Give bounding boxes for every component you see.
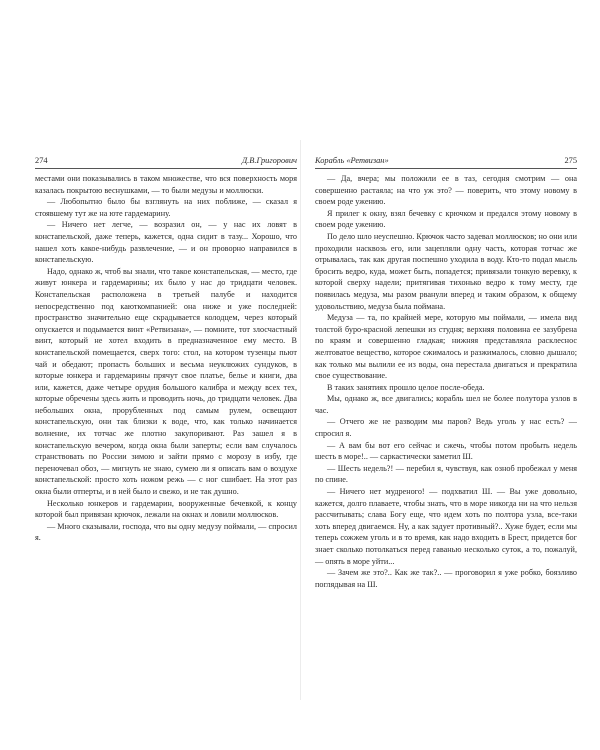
paragraph: — Отчего же не разводим мы паров? Ведь уголь у нас есть? — спросил я. [315,417,577,439]
left-page-text [35,173,297,544]
paragraph: — Ничего нет легче, — возразил он, — у нас их ловят в констапельской, даже теперь, кажется, одна сидит в тазу... Хорошо, что нашел хоть какое-нибудь развлечение, — и он проворно направился в констапельскую. [35,220,297,265]
page-gutter [300,140,301,700]
right-page [315,155,577,590]
page-number: 274 [35,156,48,165]
paragraph: — Да, вчера; мы положили ее в таз, сегодня смотрим — она совершенно растаяла; на что уж это? — поверить, что этому новому в своем роде ужению. [315,174,577,207]
paragraph: Я прилег к окну, взял бечевку с крючком и предался этому новому в своем роде ужению. [315,208,577,230]
paragraph: — Зачем же это?.. Как же так?.. — проговорил я уже робко, боязливо поглядывая на Ш. [315,568,577,589]
paragraph: — Много сказывали, господа, что вы одну медузу поймали, — спросил я. [35,521,297,543]
paragraph: Надо, однако ж, чтоб вы знали, что такое констапельская, — место, где живут юнкера и гардемарины; их было у нас до тридцати человек. Констапельская расположена в третьей палубе и находится непосредственно под каюткомпанией: она ниже и уже последней: пространство значительно еще скрадывается колодцем, через который опускается и подымается винт «Ретвизана», — помните, тот злосчастный винт, который не хотел входить в предназначенное ему место. В констапельской помещается, сверх того: стол, на котором тузенцы пьют чай и обедают; пропасть больших и весьма неуклюжих сундуков, в которые юнкера и гардемарины прячут свое платье, белье и книги, два или, кажется, даже четыре орудия большого калибра и между всех тех, которые обречены здесь жить и проводить ночь, до тридцати человек. Два небольших окна, прорубленных под самым рулем, освещают констапельскую, они так близки к воде, что, как только начинается волнение, их тотчас же плотно закупоривают. Раз зашел я в констапельскую вечером, когда окна были заперты; если вам случалось странствовать по России зимою и зайти прямо с морозу в избу, где переночевал обоз, — мигнуть не знаю, сумею ли я описать вам о воздухе констапельской: просто хоть ножом режь — с ног сшибает. На этот раз окна были отперты, и в ней было и свежо, и не так душно. [35,266,297,497]
paragraph: Медуза — та, по крайней мере, которую мы поймали, — имела вид толстой буро-красной лепешки из студня; верхняя половина ее зазубрена по краям и совершенно гладкая; нижняя представляла расклеснос желтоватое вещество, которое сжималось и разжималось, словно дышало; как только мы вылили ее из воды, она перестала двигаться и прекратила свое существование. [315,313,577,381]
paragraph: — А вам бы вот его сейчас и сжечь, чтобы потом пробыть недель шесть в море!.. — саркастически заметил Ш. [315,440,577,462]
page-number: 275 [564,156,577,165]
running-head: Д.В.Григорович [241,156,297,165]
paragraph: — Любопытно было бы взглянуть на них поближе, — сказал я стоявшему тут же на юте гардемарину. [35,197,297,218]
paragraph: местами они показывались в таком множестве, что вся поверхность моря казалась покрытою веснушками, — то были медузы и моллюски. [35,174,297,195]
right-page-text [315,173,577,590]
paragraph: Несколько юнкеров и гардемарин, вооруженные бечевкой, к концу которой был привязан крючок, лежали на окнах и ловили моллюсков. [35,498,297,520]
paragraph: — Шесть недель?! — перебил я, чувствуя, как озноб пробежал у меня по спине. [315,463,577,485]
paragraph: По дело шло неуспешно. Крючок часто задевал моллюсков; но они или проходили насквозь его, или зацепляли одну часть, которая тотчас же отрывалась, так как другая поспешно уходила в воду. Кто-то подал мысль бросить ведро, куда, может быть, попадется; привязали тонкую веревку, к которой сверху надели; притягивая тихонько ведро к тому месту, где появилась медуза, мы разом рванули вперед и таким образом, к общему удовольствию, медуза была поймана. [315,231,577,311]
right-page-header [315,155,577,169]
left-page [35,155,297,544]
paragraph: В таких занятиях прошло целое после-обеда. [327,382,485,392]
left-page-header [35,155,297,169]
paragraph: — Ничего нет мудреного! — подхватил Ш. — Вы уже довольно, кажется, долго плаваете, чтобы знать, что в море никогда ни на что нельзя рассчитывать; слава Богу еще, что идем хоть по полтора узла, все-таки хоть вперед двигаемся. Ну, а как задует противный?.. Хуже будет, если мы теперь сожжем уголь и в то время, как надо входить в Брест, придется бог знает сколько потолкаться перед гаванью несколько суток, а то, пожалуй, — опять в море уйти... [315,487,577,566]
paragraph: Мы, однако ж, все двигались; корабль шел не более полутора узлов в час. [315,394,577,415]
running-head: Корабль «Ретвизан» [315,156,389,165]
